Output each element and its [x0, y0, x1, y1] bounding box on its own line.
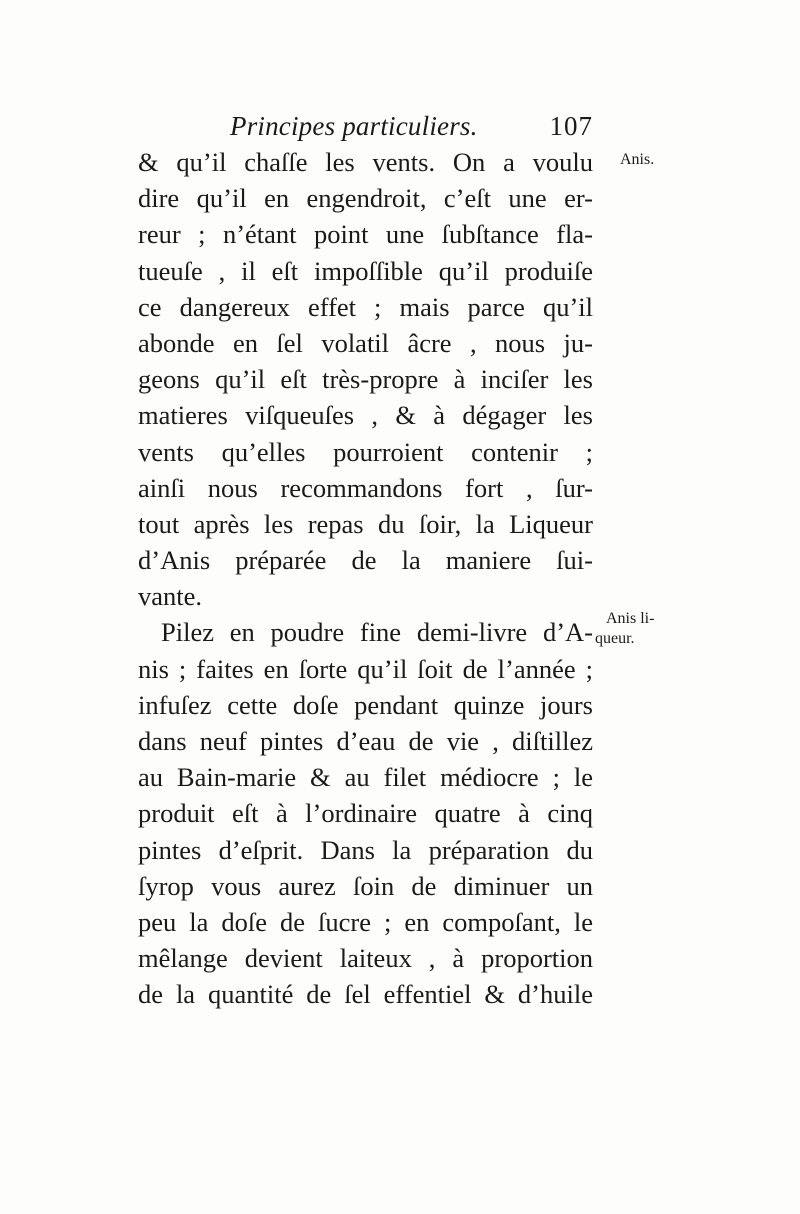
text-line: produit eſt à l’ordinaire quatre à cinq — [138, 798, 593, 829]
text-line: ce dangereux effet ; mais parce qu’il — [138, 291, 593, 322]
body-text — [138, 144, 593, 1013]
text-line: ainſi nous recommandons fort , ſur- — [138, 472, 593, 503]
margin-note-anis — [620, 150, 654, 170]
text-line: peu la doſe de ſucre ; en compoſant, le — [138, 906, 593, 937]
text-line: reur ; n’étant point une ſubſtance fla- — [138, 219, 593, 250]
paragraph-end-line: vante. — [138, 581, 203, 612]
text-line: nis ; faites en ſorte qu’il ſoit de l’année ; — [138, 653, 593, 684]
text-line: pintes d’eſprit. Dans la préparation du — [138, 834, 593, 865]
text-line: geons qu’il eſt très-propre à inciſer les — [138, 364, 593, 395]
running-head — [138, 108, 593, 144]
text-line: dire qu’il en engendroit, c’eſt une er- — [138, 183, 593, 214]
margin-note-line: queur. — [595, 630, 635, 647]
text-line: abonde en ſel volatil âcre , nous ju- — [138, 327, 593, 358]
page-number: 107 — [549, 111, 593, 141]
margin-note-anis-liqueur — [595, 609, 655, 649]
text-line: d’Anis préparée de la maniere ſui- — [138, 545, 593, 576]
text-line: mêlange devient laiteux , à proportion — [138, 943, 593, 974]
text-line: ſyrop vous aurez ſoin de diminuer un — [138, 870, 593, 901]
text-line: au Bain-marie & au filet médiocre ; le — [138, 762, 593, 793]
text-line: de la quantité de ſel effentiel & d’huile — [138, 979, 593, 1010]
paragraph-start-line: Pilez en poudre fine demi-livre d’A- — [161, 617, 593, 648]
text-line: & qu’il chaſſe les vents. On a voulu — [138, 147, 593, 177]
margin-note-line: Anis li- — [606, 610, 655, 627]
text-line: tueuſe , il eſt impoſſible qu’il produiſe — [138, 255, 593, 286]
text-line: tout après les repas du ſoir, la Liqueur — [138, 508, 593, 539]
text-line: matieres viſqueuſes , & à dégager les — [138, 400, 593, 431]
text-line: vents qu’elles pourroient contenir ; — [138, 436, 593, 467]
text-line: infuſez cette doſe pendant quinze jours — [138, 689, 593, 720]
text-line: dans neuf pintes d’eau de vie , diſtillez — [138, 726, 593, 756]
running-title: Principes particuliers. — [230, 111, 478, 141]
margin-note-line: Anis. — [620, 151, 655, 168]
